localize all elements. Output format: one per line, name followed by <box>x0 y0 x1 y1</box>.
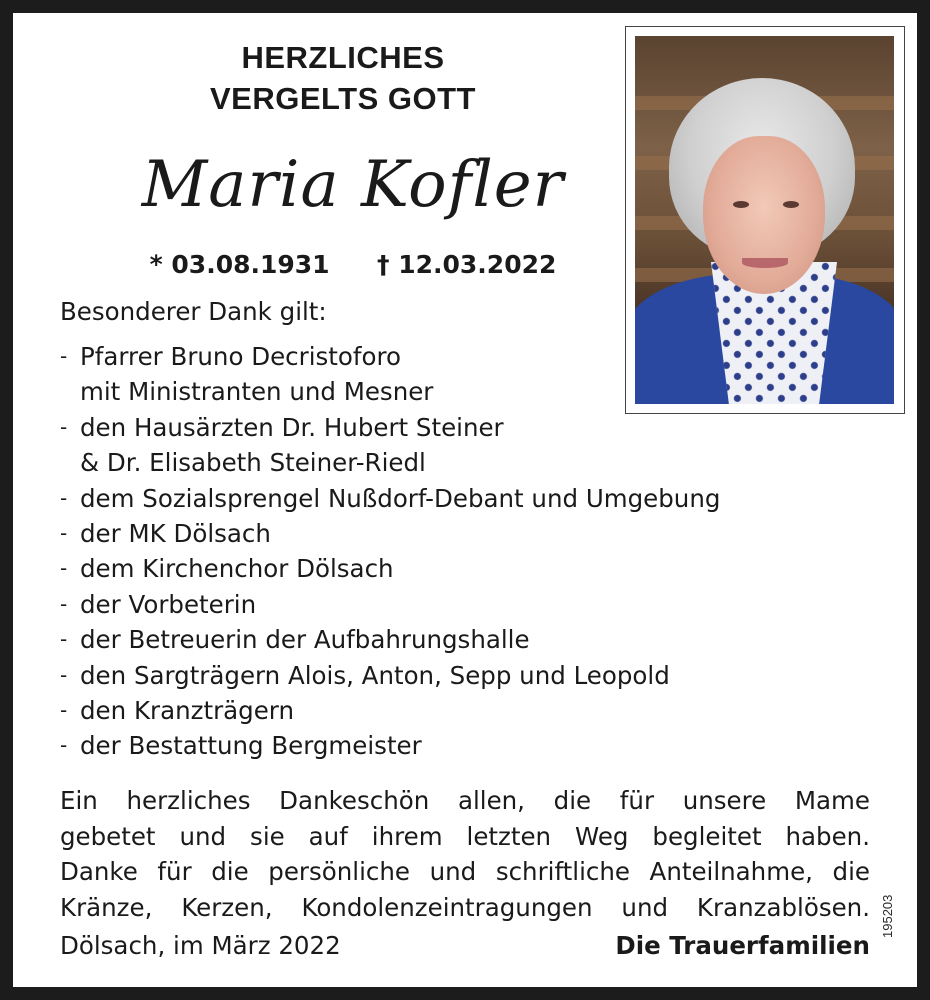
dash-bullet: - <box>60 591 68 616</box>
birth-date: 03.08.1931 <box>171 250 330 279</box>
dash-bullet: - <box>60 662 68 687</box>
heading-line-1: HERZLICHES <box>241 40 445 75</box>
list-item: - den Kranzträgern <box>60 693 880 728</box>
death-date: 12.03.2022 <box>398 250 557 279</box>
dash-bullet: - <box>60 556 68 581</box>
heading <box>113 37 573 119</box>
list-item: - dem Sozialsprengel Nußdorf-Debant und Umgebung <box>60 481 880 516</box>
dash-bullet: - <box>60 627 68 652</box>
dash-bullet: - <box>60 344 68 368</box>
dash-bullet: - <box>60 698 68 723</box>
birth-symbol: * <box>149 250 163 279</box>
list-item: - der Bestattung Bergmeister <box>60 728 880 763</box>
closing-line: gebetet und sie auf ihrem letzten Weg begleitet haben. <box>60 821 870 851</box>
dash-bullet: - <box>60 733 68 758</box>
list-item: - der MK Dölsach <box>60 516 880 551</box>
signature: Die Trauerfamilien <box>615 931 870 960</box>
dash-bullet: - <box>60 485 68 510</box>
dash-bullet: - <box>60 414 68 439</box>
list-item: - der Betreuerin der Aufbahrungshalle <box>60 622 880 657</box>
heading-line-2: VERGELTS GOTT <box>210 81 476 116</box>
closing-line: Danke für die persönliche und schriftliche Anteilnahme, die <box>60 857 870 886</box>
list-item: - Pfarrer Bruno Decristoforo mit Ministranten und Mesner <box>60 339 880 410</box>
cross-icon: † <box>377 250 390 279</box>
list-item: - dem Kirchenchor Dölsach <box>60 551 880 586</box>
obituary-card <box>13 13 917 987</box>
life-dates <box>73 249 633 281</box>
deceased-name: Maria Kofler <box>141 148 565 222</box>
list-item: - den Sargträgern Alois, Anton, Sepp und Leopold <box>60 658 880 693</box>
dash-bullet: - <box>60 521 68 546</box>
list-item: - der Vorbeterin <box>60 587 880 622</box>
closing-line: Kränze, Kerzen, Kondolenzeintragungen und Kranzablösen. <box>60 892 870 922</box>
ad-id: 195203 <box>880 894 895 938</box>
place-date: Dölsach, im März 2022 <box>60 931 341 960</box>
face <box>703 136 825 294</box>
list-item: - den Hausärzten Dr. Hubert Steiner & Dr. Elisabeth Steiner-Riedl <box>60 410 880 481</box>
closing-paragraph <box>60 783 870 925</box>
thanks-intro: Besonderer Dank gilt: <box>60 297 327 326</box>
thanks-list <box>60 339 880 764</box>
closing-line: Ein herzliches Dankeschön allen, die für unsere Mame <box>60 786 870 815</box>
